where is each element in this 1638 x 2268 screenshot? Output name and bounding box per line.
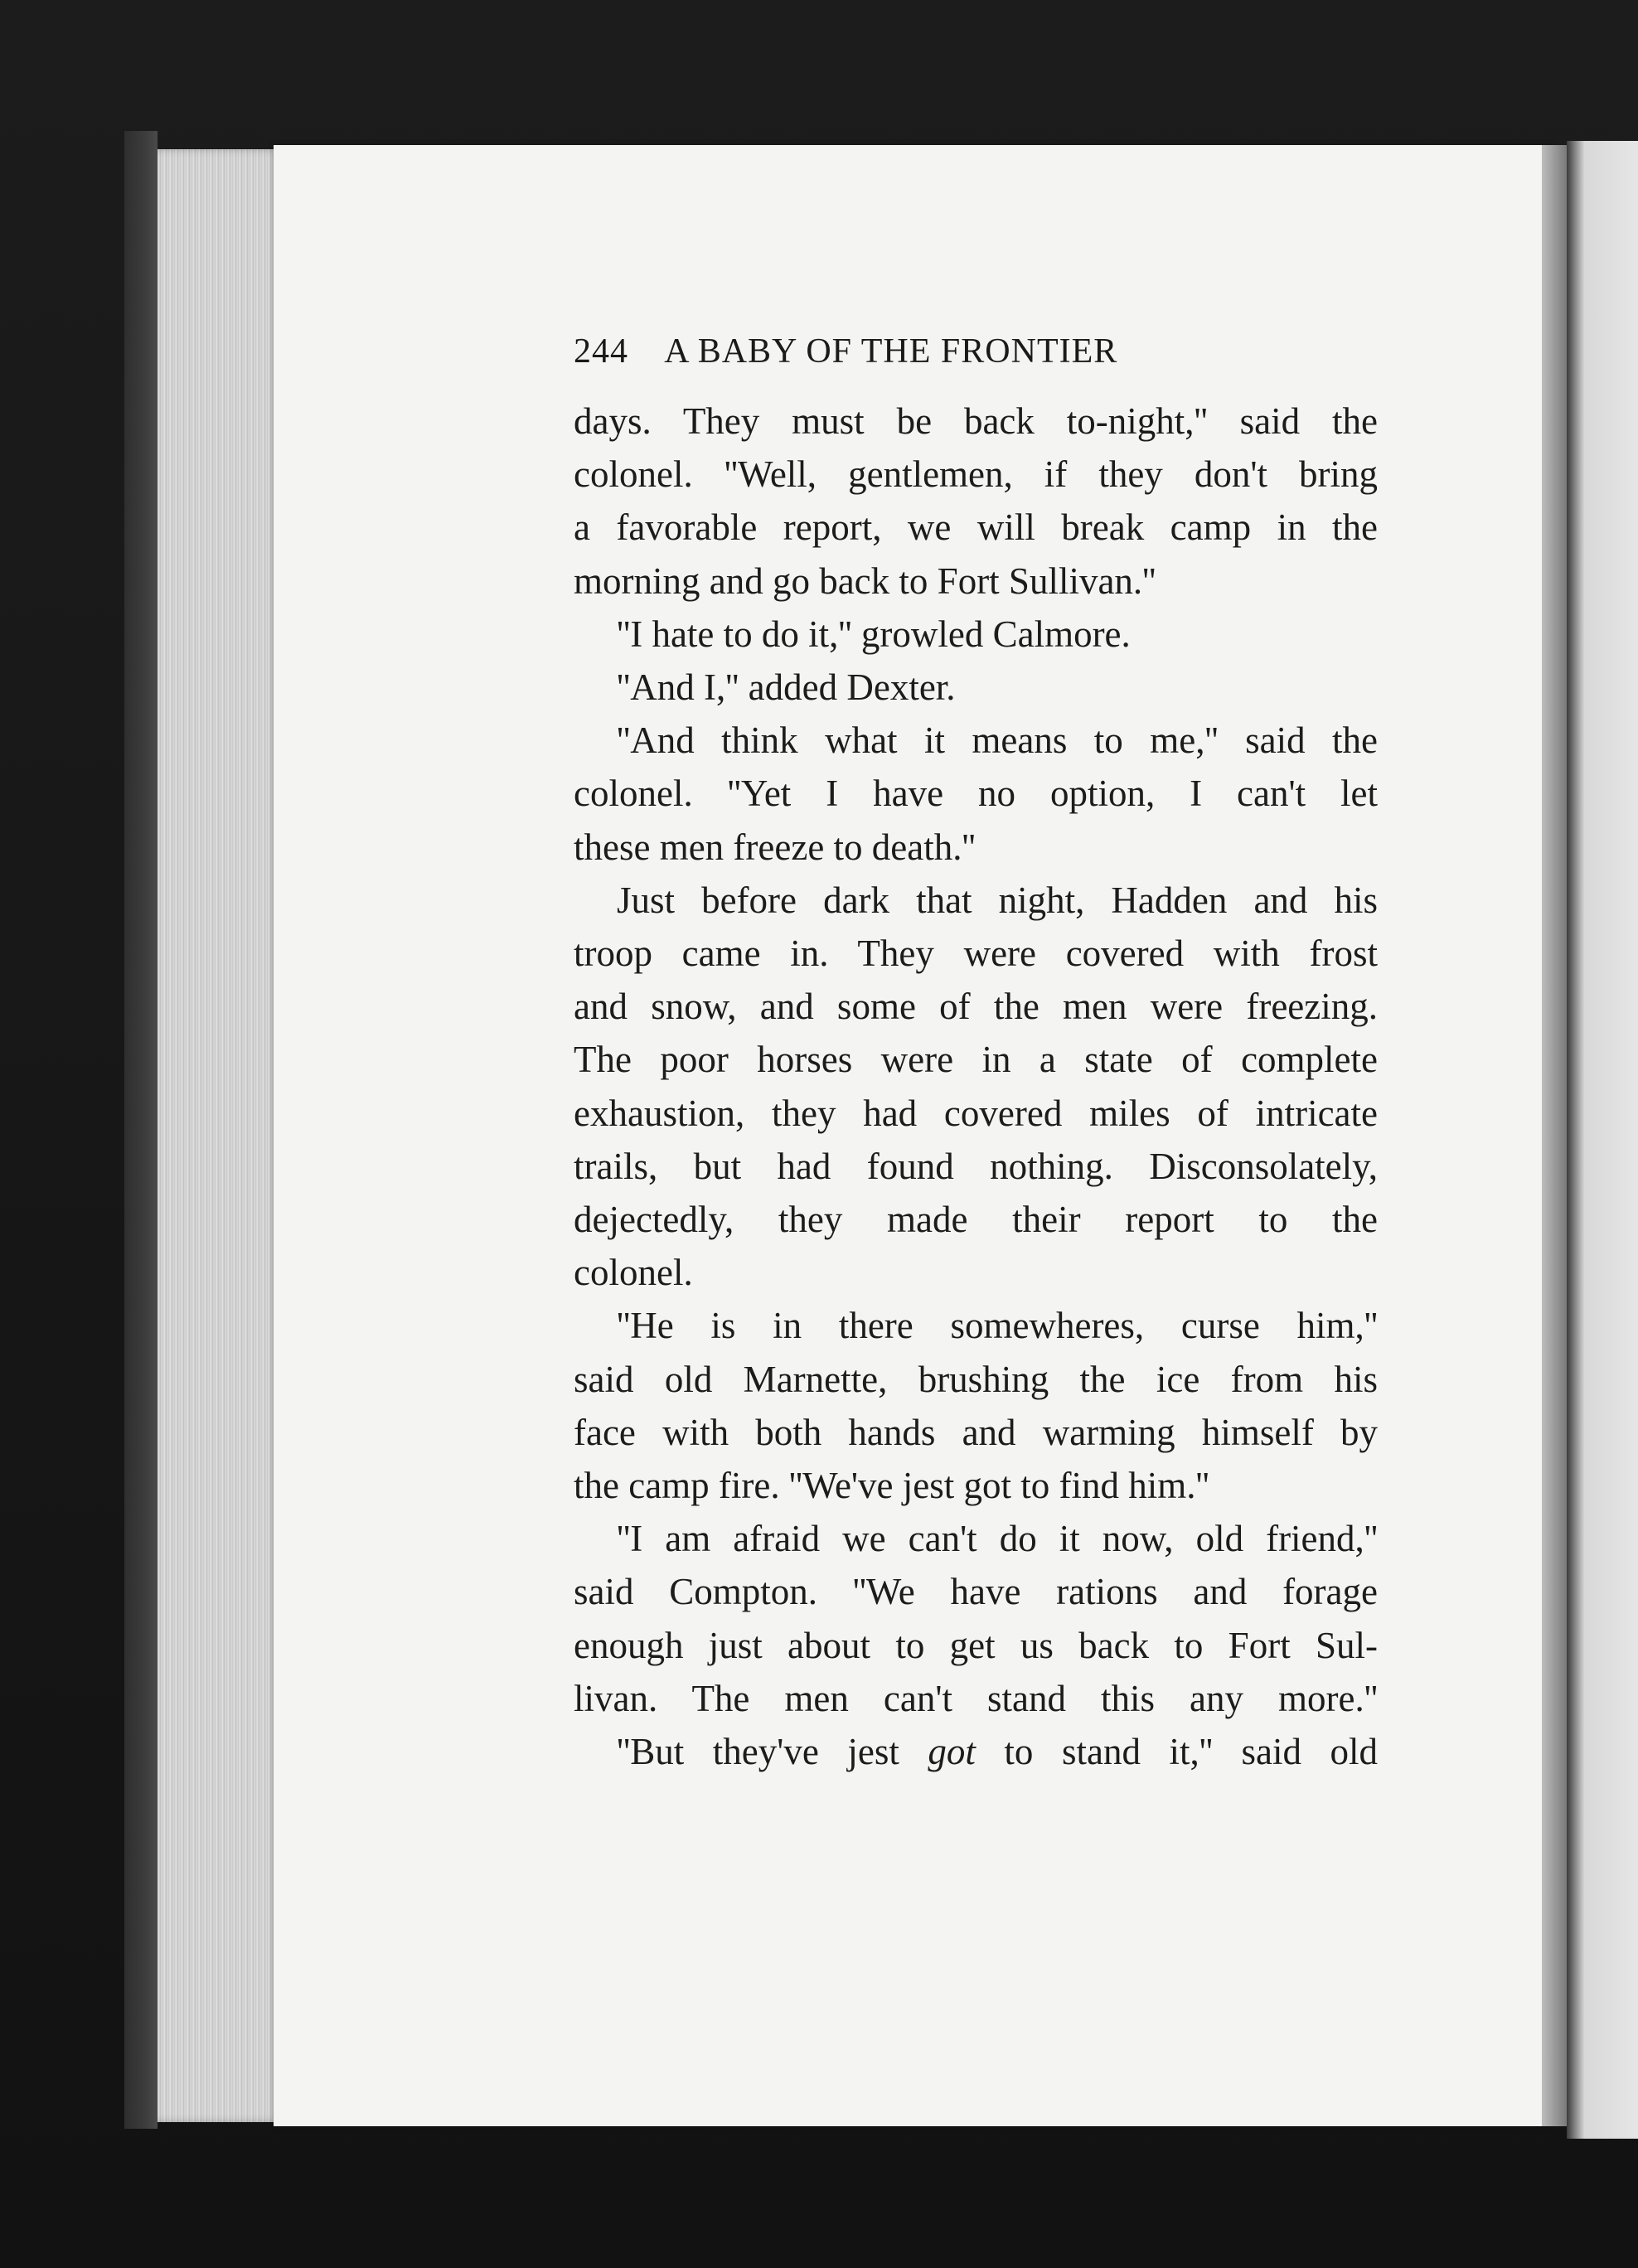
page-number: 244 bbox=[574, 332, 628, 371]
text-line: livan. The men can't stand this any more.'' bbox=[574, 1677, 1378, 1719]
text-line: dejectedly, they made their report to the bbox=[574, 1199, 1378, 1241]
text-line: Just before dark that night, Hadden and his bbox=[617, 879, 1378, 921]
last-line-italic-word: got bbox=[928, 1731, 976, 1773]
running-title: A BABY OF THE FRONTIER bbox=[664, 332, 1118, 371]
text-line: colonel. ''Well, gentlemen, if they don't bring bbox=[574, 453, 1378, 496]
text-line: ''He is in there somewheres, curse him,'' bbox=[617, 1305, 1378, 1347]
book-page-edges bbox=[158, 149, 282, 2122]
text-line: and snow, and some of the men were freezing. bbox=[574, 986, 1378, 1028]
text-line: ''And I,'' added Dexter. bbox=[617, 666, 956, 709]
text-line: face with both hands and warming himself by bbox=[574, 1411, 1378, 1453]
last-line-before: ''But they've jest bbox=[617, 1731, 928, 1773]
text-line: said old Marnette, brushing the ice from his bbox=[574, 1358, 1378, 1400]
text-line: ''I am afraid we can't do it now, old friend,'' bbox=[617, 1518, 1378, 1560]
running-header bbox=[574, 332, 1378, 381]
text-line: days. They must be back to-night,'' said the bbox=[574, 400, 1378, 442]
text-line-last bbox=[574, 1725, 1378, 1778]
text-line: exhaustion, they had covered miles of intricate bbox=[574, 1092, 1378, 1134]
text-line: a favorable report, we will break camp in the bbox=[574, 506, 1378, 549]
page-gutter-shadow bbox=[1542, 145, 1567, 2126]
text-line: colonel. bbox=[574, 1252, 693, 1294]
text-line: ''I hate to do it,'' growled Calmore. bbox=[617, 613, 1131, 655]
text-line: these men freeze to death.'' bbox=[574, 826, 976, 868]
text-line: morning and go back to Fort Sullivan.'' bbox=[574, 560, 1156, 602]
text-line: troop came in. They were covered with frost bbox=[574, 933, 1378, 975]
page-body-text bbox=[574, 395, 1378, 1778]
last-line-after: to stand it,'' said old bbox=[975, 1731, 1378, 1773]
book-cover-edge bbox=[124, 131, 158, 2129]
text-line: ''And think what it means to me,'' said the bbox=[617, 720, 1378, 762]
text-line: colonel. ''Yet I have no option, I can't let bbox=[574, 773, 1378, 815]
text-line: trails, but had found nothing. Disconsolately, bbox=[574, 1145, 1378, 1187]
text-line: enough just about to get us back to Fort Sul- bbox=[574, 1624, 1378, 1666]
text-line: The poor horses were in a state of complete bbox=[574, 1039, 1378, 1081]
facing-page-edge bbox=[1567, 141, 1638, 2139]
text-line: said Compton. ''We have rations and forage bbox=[574, 1571, 1378, 1613]
text-line: the camp fire. ''We've jest got to find him.'' bbox=[574, 1465, 1209, 1507]
